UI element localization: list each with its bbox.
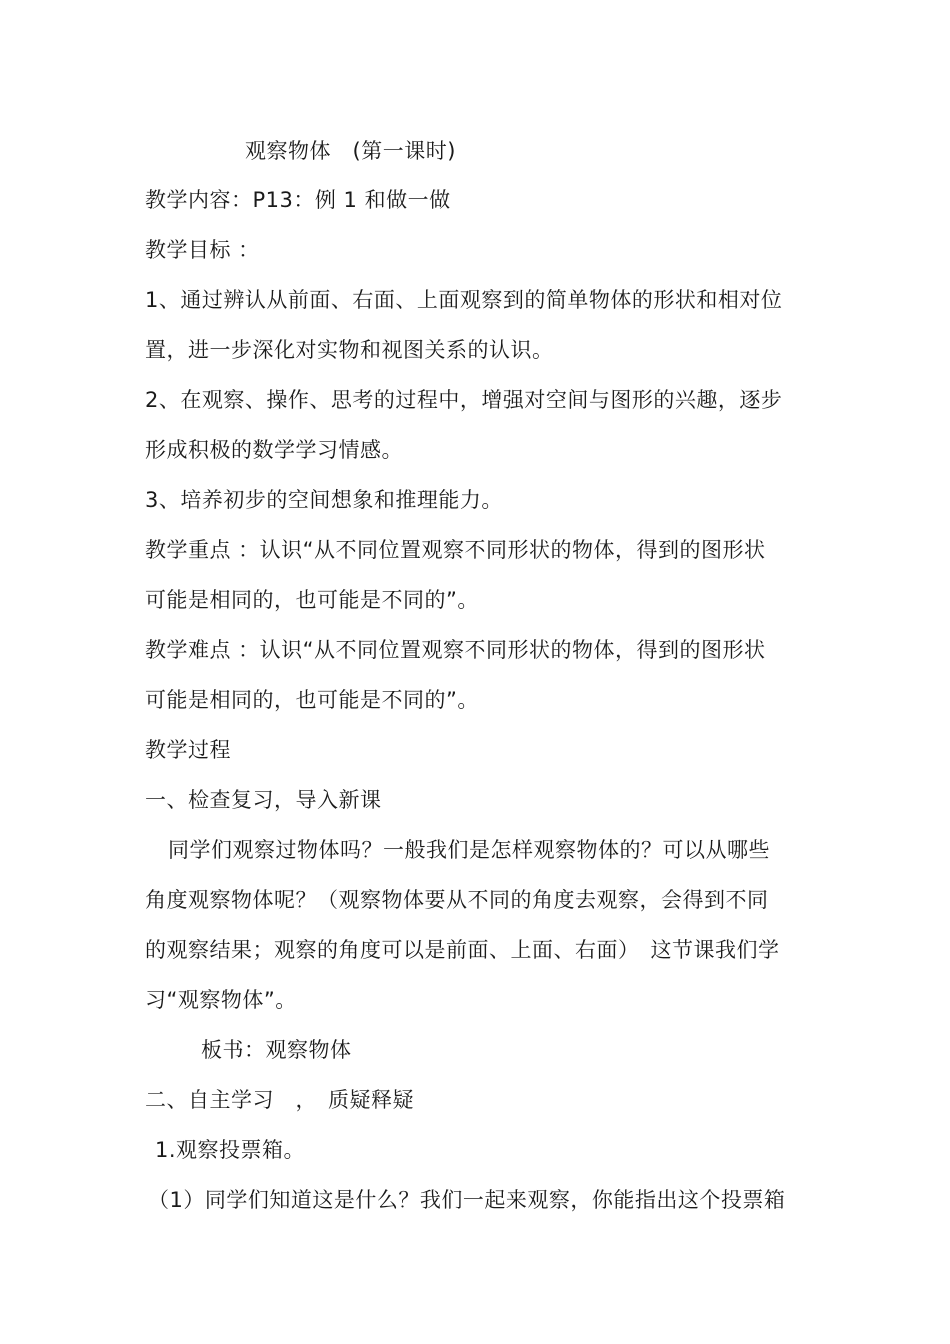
goal-2-line-2: 形成积极的数学学习情感。 bbox=[145, 438, 403, 462]
item-1: 1.观察投票箱。 bbox=[155, 1138, 306, 1162]
difficulty-line-2: 可能是相同的，也可能是不同的”。 bbox=[145, 688, 479, 712]
difficulty-line-1: 教学难点 ：认识“从不同位置观察不同形状的物体，得到的图形状 bbox=[145, 638, 766, 662]
section-1-para-line-3: 的观察结果；观察的角度可以是前面、上面、右面） 这节课我们学 bbox=[145, 938, 780, 962]
teaching-content: 教学内容：P13：例 1 和做一做 bbox=[145, 188, 451, 212]
process-heading: 教学过程 bbox=[145, 738, 231, 762]
section-2-heading: 二、自主学习 ， 质疑释疑 bbox=[145, 1088, 414, 1112]
goal-2-line-1: 2、在观察、操作、思考的过程中，增强对空间与图形的兴趣，逐步 bbox=[145, 388, 783, 412]
board-writing: 板书：观察物体 bbox=[201, 1038, 352, 1062]
goal-3: 3、培养初步的空间想象和推理能力。 bbox=[145, 488, 503, 512]
goal-1-line-2: 置，进一步深化对实物和视图关系的认识。 bbox=[145, 338, 554, 362]
section-1-para-line-1: 同学们观察过物体吗？一般我们是怎样观察物体的？可以从哪些 bbox=[168, 838, 770, 862]
teaching-goals-heading: 教学目标 ： bbox=[145, 238, 260, 262]
goal-1-line-1: 1、通过辨认从前面、右面、上面观察到的简单物体的形状和相对位 bbox=[145, 288, 783, 312]
item-1-sub-1: （1）同学们知道这是什么？我们一起来观察，你能指出这个投票箱 bbox=[148, 1188, 786, 1212]
section-1-para-line-2: 角度观察物体呢？（观察物体要从不同的角度去观察，会得到不同 bbox=[145, 888, 769, 912]
key-point-line-2: 可能是相同的，也可能是不同的”。 bbox=[145, 588, 479, 612]
document-title: 观察物体 (第一课时) bbox=[245, 139, 456, 163]
section-1-heading: 一、检查复习，导入新课 bbox=[145, 788, 382, 812]
key-point-line-1: 教学重点 ：认识“从不同位置观察不同形状的物体，得到的图形状 bbox=[145, 538, 766, 562]
section-1-para-line-4: 习“观察物体”。 bbox=[145, 988, 297, 1012]
